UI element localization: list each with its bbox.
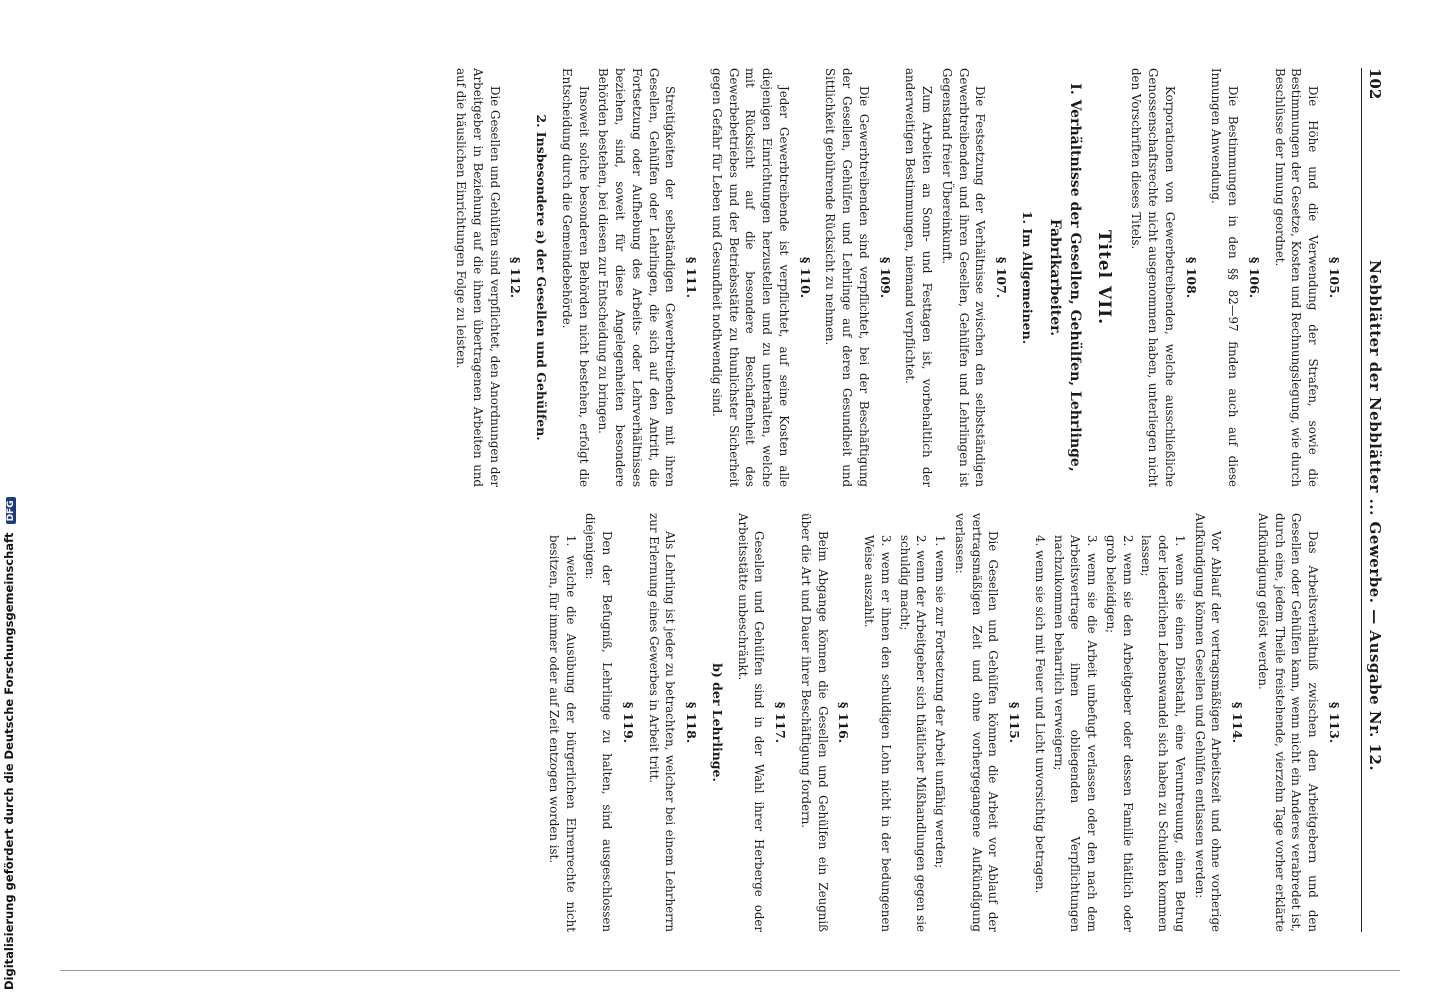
paragraph: Die Gesellen und Gehülfen können die Arbeit vor Ablauf der vertragsmäßigen Zeit und ohne vorhergegangene Aufkündigung verlassen: — [953, 513, 1001, 932]
page-number: 102 — [1366, 68, 1384, 100]
numbered-list — [861, 513, 949, 932]
paragraph: Vor Ablauf der vertragsmäßigen Arbeitszeit und ohne vorherige Aufkündigung können Gesellen und Gehülfen entlassen werden: — [1192, 513, 1224, 932]
credit-band — [0, 0, 20, 1000]
section-heading: § 117. — [773, 701, 789, 744]
dfg-logo-icon: DFG — [6, 497, 16, 524]
scan-edge-line — [60, 970, 1400, 971]
paragraph: Als Lehrling ist jeder zu betrachten, welcher bei einem Lehrherrn zur Erlernung eines Gewerbes in Arbeit tritt. — [646, 513, 678, 932]
paragraph: Die Festsetzung der Verhältnisse zwischen den selbstständigen Gewerbtreibenden und ihren Gesellen, Gehülfen und Lehrlingen ist Gegenstand freier Übereinkunft. — [939, 68, 988, 487]
list-item: 1. welche die Ausübung der bürgerlichen Ehrenrechte nicht besitzen, für immer oder auf Zeit entzogen worden ist. — [547, 535, 578, 932]
paragraph: Die Gewerbtreibenden sind verpflichtet, bei der Beschäftigung der Gesellen, Gehülfen und Lehrlinge auf deren Gesundheit und Sittlichkeit gebührende Rücksicht zu nehmen. — [823, 68, 871, 487]
paragraph: Zum Arbeiten an Sonn- und Festtagen ist, vorbehaltlich der anderweitigen Bestimmungen, niemand verpflichtet. — [903, 68, 935, 487]
paragraph: Beim Abgange können die Gesellen und Gehülfen ein Zeugniß über die Art und Dauer ihrer Beschäftigung fordern. — [799, 513, 830, 932]
section-heading: § 114. — [1230, 701, 1246, 744]
subsection-heading: 1. Im Allgemeinen. — [1019, 210, 1035, 345]
section-heading: § 106. — [1247, 256, 1262, 299]
paragraph: Den der Befugniß, Lehrlinge zu halten, sind ausgeschlossen diejenigen: — [583, 513, 615, 932]
section-heading: § 108. — [1183, 256, 1199, 299]
paragraph: Die Höhe und die Verwendung der Strafen, sowie die Bestimmungen der Gesetze, Kosten und Rechnungslegung, wie durch Beschlüsse der Innung geordnet. — [1272, 68, 1321, 487]
page-title: Nebblätter der Nebblätter ... Gewerbe. — Ausgabe Nr. 12. — [1366, 260, 1384, 772]
paragraph: Die Bestimmungen in den §§ 82—97 finden auch auf diese Innungen Anwendung. — [1209, 68, 1241, 487]
paragraph: Jeder Gewerbtreibende ist verpflichtet, auf seine Kosten alle diejenigen Einrichtungen herzustellen und zu unterhalten, welche mit Rücksicht auf die besondere Beschaffenheit des Gewerbebetriebes und der Betriebsstätte zu thunlichster Sicherheit gegen Gefahr für Leben und Gesundheit nothwendig sind. — [709, 68, 791, 487]
section-heading: § 107. — [994, 256, 1010, 299]
numbered-list — [545, 513, 579, 932]
section-heading: § 112. — [508, 256, 524, 299]
numbered-list — [1031, 513, 1188, 932]
page-header — [1361, 68, 1384, 932]
list-item: 4. wenn sie sich mit Feuer und Licht unvorsichtig betragen. — [1033, 535, 1047, 894]
paragraph: Korporationen von Gewerbetreibenden, welche ausschließliche Genossenschaftsrechte nicht ausgenommen haben, unterliegen nicht den Vorschriften dieses Titels. — [1129, 68, 1177, 487]
section-heading: § 115. — [1007, 701, 1023, 744]
section-heading: § 109. — [877, 256, 893, 299]
credit-text: Digitalisierung gefördert durch die Deutsche Forschungsgemeinschaft — [2, 532, 16, 990]
digitization-credit — [2, 497, 16, 990]
list-item: 1. wenn sie zur Fortsetzung der Arbeit unfähig werden; — [933, 535, 948, 869]
list-item: 3. wenn sie die Arbeit unbefugt verlassen oder den nach dem Arbeitsvertrage ihnen obliegenden Verpflichtungen nachzukommen beharrlich verweigern; — [1051, 535, 1100, 932]
section-heading: § 111. — [684, 256, 700, 299]
section-heading: § 118. — [684, 701, 700, 744]
list-item: 3. wenn er ihnen den schuldigen Lohn nicht in der bedungenen Weise auszahlt. — [862, 535, 893, 932]
section-heading: § 116. — [836, 701, 852, 744]
paragraph: Das Arbeitsverhältniß zwischen den Arbeitgebern und den Gesellen oder Gehülfen kann, wenn nicht ein Anderes verabredet ist, durch eine, jedem Theile freistehende, vierzehn Tage vorher erklärte Aufkündigung gelöst werden. — [1256, 513, 1321, 932]
chapter-heading: I. Verhältnisse der Gesellen, Gehülfen, Lehrlinge, Fabrikarbeiter. — [1046, 83, 1083, 472]
paragraph: Streitigkeiten der selbständigen Gewerbtreibenden mit ihren Gesellen, Gehülfen oder Lehrlingen, die sich auf den Antritt, die Fortsetzung oder Aufhebung des Arbeits- oder Lehrverhältnisses beziehen, sind, soweit für diese Angelegenheiten besondere Behörden bestehen, bei diesen zur Entscheidung zu bringen. — [596, 68, 678, 487]
section-heading: § 110. — [797, 256, 813, 299]
paragraph: Die Gesellen und Gehülfen sind verpflichtet, den Anordnungen der Arbeitgeber in Beziehung auf die ihnen übertragenen Arbeiten und auf die häuslichen Einrichtungen Folge zu leisten. — [454, 68, 502, 487]
left-column — [91, 68, 1351, 487]
list-item: 2. wenn der Arbeitgeber sich thätlicher Mißhandlungen gegen sie schuldig macht; — [897, 535, 929, 932]
section-heading: § 113. — [1327, 701, 1342, 744]
subsection-heading: 2. Insbesondere a) der Gesellen und Gehülfen. — [534, 114, 550, 441]
list-item: 2. wenn sie den Arbeitgeber oder dessen Familie thätlich oder grob beleidigen; — [1104, 535, 1135, 932]
paragraph: Gesellen und Gehülfen sind in der Wahl ihrer Herberge oder Arbeitsstätte unbeschränkt. — [735, 513, 767, 932]
section-heading: § 119. — [621, 701, 636, 744]
subsection-heading: b) der Lehrlinge. — [710, 663, 725, 782]
title-heading: Titel VII. — [1093, 229, 1114, 326]
paragraph: Insoweit solche besonderen Behörden nicht bestehen, erfolgt die Entscheidung durch die Gemeindebehörde. — [559, 68, 591, 487]
list-item: 1. wenn sie einen Diebstahl, eine Veruntreuung, einen Betrug oder liederlichen Lebenswandel sich haben zu Schulden kommen lassen; — [1139, 535, 1187, 932]
section-heading: § 105. — [1327, 256, 1342, 299]
document-page — [26, 30, 1406, 970]
right-column — [91, 513, 1351, 932]
